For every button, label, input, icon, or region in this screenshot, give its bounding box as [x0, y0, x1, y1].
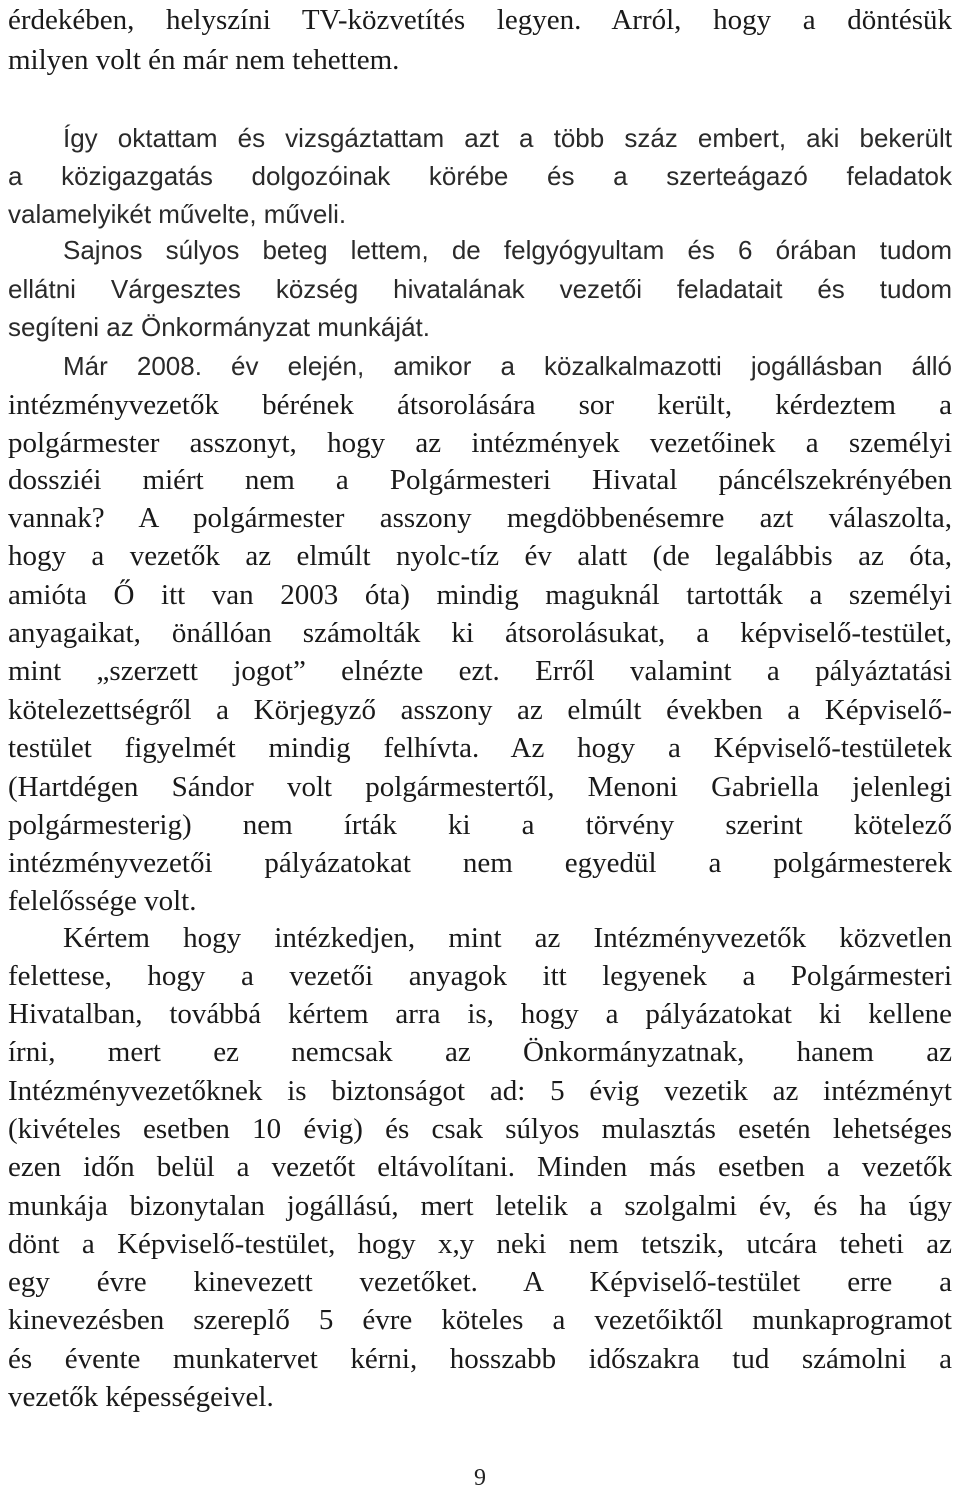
text-line: dossziéi miért nem a Polgármesteri Hivatal páncélszekrényében [8, 464, 952, 496]
text-line: valamelyikét művelte, műveli. [8, 199, 347, 229]
text-line: polgármesterig) nem írták ki a törvény szerint kötelező [8, 809, 952, 841]
text-line: intézményvezetők bérének átsorolására sor került, kérdeztem a [8, 389, 952, 421]
text-line: Így oktattam és vizsgáztattam azt a több száz embert, aki bekerült [63, 123, 952, 153]
text-line: anyagaikat, önállóan számolták ki átsorolásukat, a képviselő-testület, [8, 617, 952, 649]
text-line: Sajnos súlyos beteg lettem, de felgyógyultam és 6 órában tudom [63, 235, 952, 265]
text-line: kötelezettségről a Körjegyző asszony az elmúlt években a Képviselő- [8, 694, 952, 726]
text-line: vezetők képességeivel. [8, 1381, 274, 1413]
text-line: (kivételes esetben 10 évig) és csak súlyos mulasztás esetén lehetséges [8, 1113, 952, 1145]
text-line: hogy a vezetők az elmúlt nyolc-tíz év alatt (de legalábbis az óta, [8, 540, 952, 572]
text-line: Intézményvezetőknek is biztonságot ad: 5 évig vezetik az intézményt [8, 1075, 952, 1107]
text-line: milyen volt én már nem tehettem. [8, 44, 400, 76]
text-line: amióta Ő itt van 2003 óta) mindig maguknál tartották a személyi [8, 579, 952, 611]
text-line: segíteni az Önkormányzat munkáját. [8, 312, 430, 342]
text-line: és évente munkatervet kérni, hosszabb időszakra tud számolni a [8, 1343, 952, 1375]
text-line: munkája bizonytalan jogállású, mert letelik a szolgalmi év, és ha úgy [8, 1190, 952, 1222]
text-line: írni, mert ez nemcsak az Önkormányzatnak, hanem az [8, 1036, 952, 1068]
text-line: felelőssége volt. [8, 885, 197, 917]
text-line: testület figyelmét mindig felhívta. Az hogy a Képviselő-testületek [8, 732, 952, 764]
page-number: 9 [474, 1465, 486, 1491]
text-line: vannak? A polgármester asszony megdöbbenésemre azt válaszolta, [8, 502, 952, 534]
text-line: ezen időn belül a vezetőt eltávolítani. Minden más esetben a vezetők [8, 1151, 952, 1183]
text-line: intézményvezetői pályázatokat nem egyedül a polgármesterek [8, 847, 952, 879]
text-line: kinevezésben szereplő 5 évre köteles a vezetőiktől munkaprogramot [8, 1304, 952, 1336]
text-line: mint „szerzett jogot” elnézte ezt. Erről valamint a pályáztatási [8, 655, 952, 687]
text-line: Már 2008. év elején, amikor a közalkalmazotti jogállásban álló [63, 351, 952, 381]
text-line: dönt a Képviselő-testület, hogy x,y neki nem tetszik, utcára teheti az [8, 1228, 952, 1260]
text-line: polgármester asszonyt, hogy az intézmények vezetőinek a személyi [8, 427, 952, 459]
text-line: Hivatalban, továbbá kértem arra is, hogy a pályázatokat ki kellene [8, 998, 952, 1030]
text-line: ellátni Várgesztes község hivatalának vezetői feladatait és tudom [8, 274, 952, 304]
text-line: felettese, hogy a vezetői anyagok itt legyenek a Polgármesteri [8, 960, 952, 992]
text-line: Kértem hogy intézkedjen, mint az Intézményvezetők közvetlen [63, 922, 952, 954]
text-line: érdekében, helyszíni TV-közvetítés legyen. Arról, hogy a döntésük [8, 4, 952, 36]
text-line: a közigazgatás dolgozóinak körébe és a szerteágazó feladatok [8, 161, 952, 191]
text-line: (Hartdégen Sándor volt polgármestertől, Menoni Gabriella jelenlegi [8, 771, 952, 803]
text-line: egy évre kinevezett vezetőket. A Képviselő-testület erre a [8, 1266, 952, 1298]
